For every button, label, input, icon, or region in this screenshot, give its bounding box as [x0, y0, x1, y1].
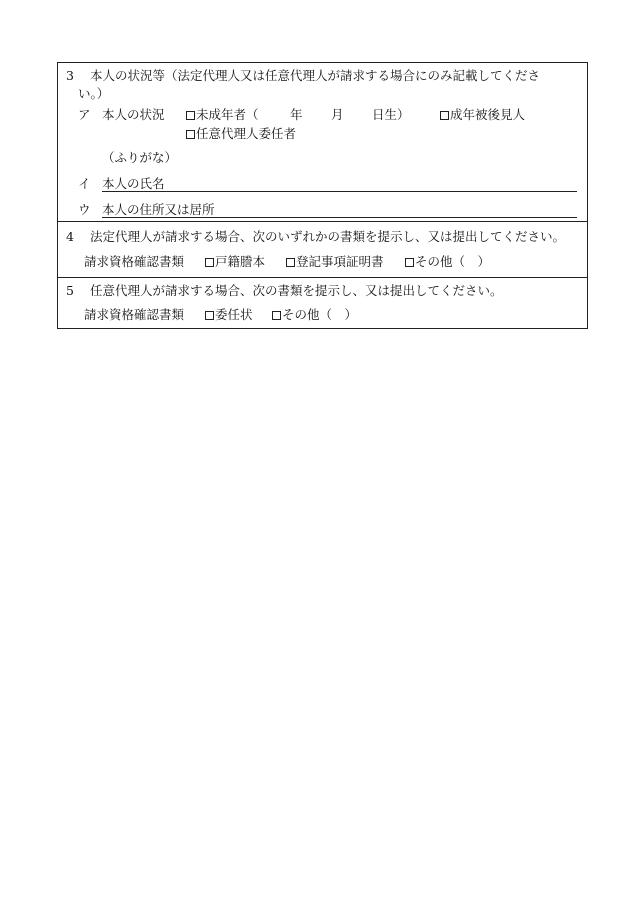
principal-checkbox[interactable]: [186, 130, 195, 139]
section-5-other-label: その他（ ）: [282, 307, 358, 322]
item-u-marker: ウ: [78, 202, 91, 217]
section-3-principal-status: [58, 63, 587, 222]
principal-address-label: 本人の住所又は居所: [102, 202, 215, 217]
section-3-heading-cont: い。）: [78, 86, 110, 101]
section-4-other-checkbox[interactable]: [405, 258, 414, 267]
minor-option-label: 未成年者（: [196, 107, 259, 122]
request-form-table: [57, 62, 588, 329]
item-a-marker: ア: [78, 107, 91, 122]
section-5-voluntary-representative: [58, 278, 587, 329]
registry-certificate-checkbox[interactable]: [286, 258, 295, 267]
principal-name-line[interactable]: [102, 191, 577, 192]
section-4-number: 4: [66, 229, 74, 244]
section-4-other-label: その他（ ）: [415, 254, 491, 269]
power-of-attorney-checkbox[interactable]: [205, 311, 214, 320]
power-of-attorney-label: 委任状: [215, 307, 253, 322]
principal-address-line[interactable]: [102, 217, 577, 218]
section-4-legal-representative: [58, 222, 587, 278]
family-register-label: 戸籍謄本: [215, 254, 266, 269]
section-3-number: 3: [66, 68, 74, 83]
principal-option-label: 任意代理人委任者: [196, 126, 297, 141]
family-register-checkbox[interactable]: [205, 258, 214, 267]
section-5-doc-label: 請求資格確認書類: [84, 307, 185, 322]
birth-day-label: 日生）: [372, 107, 410, 122]
section-3-heading: 本人の状況等（法定代理人又は任意代理人が請求する場合にのみ記載してくださ: [90, 68, 541, 83]
item-i-marker: イ: [78, 176, 91, 191]
section-4-doc-label: 請求資格確認書類: [84, 254, 185, 269]
furigana-label: （ふりがな）: [102, 150, 178, 165]
section-5-instruction: 任意代理人が請求する場合、次の書類を提示し、又は提出してください。: [90, 283, 503, 298]
registry-certificate-label: 登記事項証明書: [296, 254, 384, 269]
item-a-label: 本人の状況: [102, 107, 165, 122]
section-5-number: 5: [66, 283, 74, 298]
section-4-instruction: 法定代理人が請求する場合、次のいずれかの書類を提示し、又は提出してください。: [90, 229, 566, 244]
section-5-other-checkbox[interactable]: [272, 311, 281, 320]
adult-ward-checkbox[interactable]: [440, 111, 449, 120]
adult-ward-option-label: 成年被後見人: [450, 107, 526, 122]
principal-name-label: 本人の氏名: [102, 176, 165, 191]
birth-year-label: 年: [290, 107, 303, 122]
birth-month-label: 月: [331, 107, 344, 122]
minor-checkbox[interactable]: [186, 111, 195, 120]
